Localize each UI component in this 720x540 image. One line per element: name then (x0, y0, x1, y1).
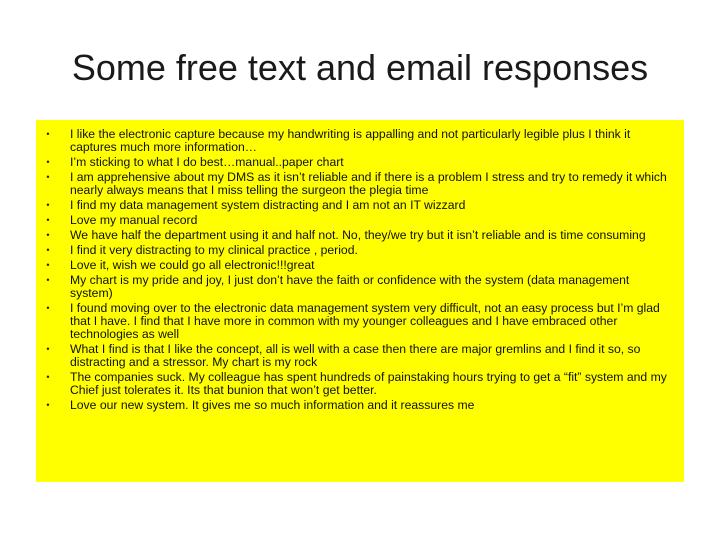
slide-title: Some free text and email responses (71, 47, 649, 88)
bullet-icon: • (46, 260, 50, 270)
responses-box (36, 120, 684, 482)
response-text: Love our new system. It gives me so much information and it reassures me (70, 398, 475, 412)
bullet-icon: • (46, 245, 50, 255)
bullet-icon: • (46, 172, 50, 182)
response-item (36, 274, 674, 300)
bullet-icon: • (46, 275, 50, 285)
response-item (36, 171, 674, 197)
response-item (36, 399, 674, 412)
response-item (36, 128, 674, 154)
responses-list (36, 128, 674, 412)
response-item (36, 229, 674, 242)
response-text: I like the electronic capture because my handwriting is appalling and not particularly legible plus I think it captures much more information… (70, 127, 631, 154)
bullet-icon: • (46, 230, 50, 240)
response-item (36, 302, 674, 341)
bullet-icon: • (46, 303, 50, 313)
bullet-icon: • (46, 129, 50, 139)
response-item (36, 343, 674, 369)
response-text: The companies suck. My colleague has spent hundreds of painstaking hours trying to get a “fit” system and my Chief just tolerates it. Its that bunion that won’t get better. (70, 370, 667, 397)
response-item (36, 259, 674, 272)
response-text: What I find is that I like the concept, all is well with a case then there are major gremlins and I find it so, so distracting and a stressor. My chart is my rock (70, 342, 641, 369)
response-text: I find my data management system distracting and I am not an IT wizzard (70, 198, 466, 212)
response-text: Love it, wish we could go all electronic!!!great (70, 258, 315, 272)
bullet-icon: • (46, 400, 50, 410)
response-item (36, 371, 674, 397)
response-text: Love my manual record (70, 213, 198, 227)
bullet-icon: • (46, 344, 50, 354)
bullet-icon: • (46, 200, 50, 210)
response-text: I’m sticking to what I do best…manual..paper chart (70, 155, 344, 169)
response-text: I found moving over to the electronic data management system very difficult, not an easy process but I’m glad that I have. I find that I have more in common with my younger colleagues and I have embraced other technologies as well (70, 301, 660, 341)
response-text: I find it very distracting to my clinical practice , period. (70, 243, 358, 257)
response-text: We have half the department using it and half not. No, they/we try but it isn’t reliable and is time consuming (70, 228, 646, 242)
bullet-icon: • (46, 215, 50, 225)
bullet-icon: • (46, 157, 50, 167)
response-item (36, 244, 674, 257)
response-text: I am apprehensive about my DMS as it isn’t reliable and if there is a problem I stress and try to remedy it which nearly always means that I miss telling the surgeon the plegia time (70, 170, 667, 197)
bullet-icon: • (46, 372, 50, 382)
response-item (36, 199, 674, 212)
response-item (36, 156, 674, 169)
response-text: My chart is my pride and joy, I just don’t have the faith or confidence with the system (data management system) (70, 273, 630, 300)
response-item (36, 214, 674, 227)
